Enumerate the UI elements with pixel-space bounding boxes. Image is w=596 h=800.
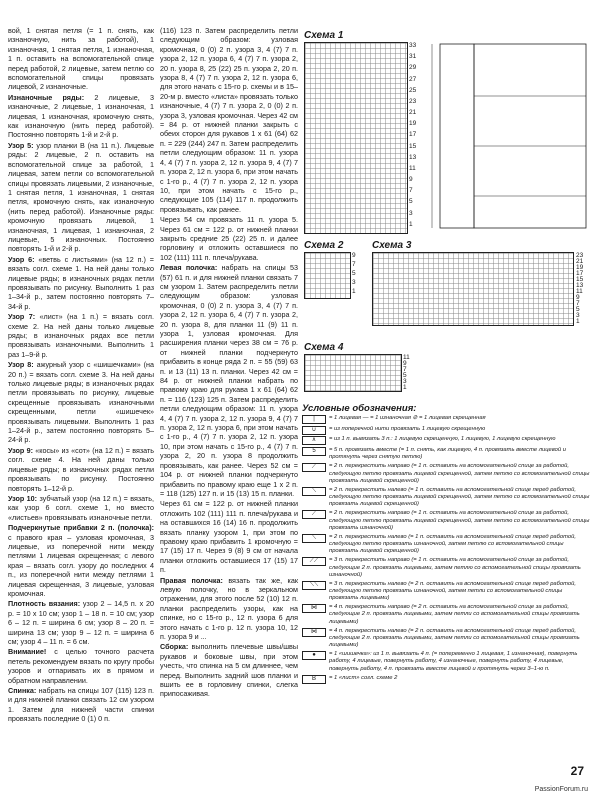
paragraph-lead: Узор 9: (8, 445, 36, 455)
text-column-1 (8, 26, 154, 725)
paragraph-text: Через 54 см провязать 11 п. узора 5. Через 61 см = 122 р. от нижней планки закрыть средние 25 (22) 25 п. и далее горловину и отложить оставшиеся по 102 (111) 111 п. плеча/рукава. (160, 215, 298, 262)
row-number: 5 (576, 306, 580, 313)
row-number: 15 (409, 142, 417, 150)
paragraph-text: «лист» (на 1 п.) = вязать согл. схеме 2. На ней даны только лицевые ряды; в изнаночных рядах все петли провязывать изнаночными. Выполнить 1 раз 1–9-й р. (8, 312, 154, 359)
paragraph-lead: Левая полочка: (160, 263, 222, 273)
legend-row (302, 487, 590, 509)
page-number: 27 (570, 764, 584, 778)
paragraph-lead: Сборка: (160, 642, 192, 652)
legend-row (302, 604, 590, 626)
paragraph-lead: Узор 7: (8, 312, 40, 322)
schema3-title: Схема 3 (372, 240, 412, 251)
paragraph (160, 576, 298, 642)
row-number: 9 (352, 252, 356, 259)
paragraph-lead: Подчеркнутые прибавки 2 п. (полочка): (8, 523, 154, 533)
row-number: 3 (403, 378, 407, 385)
schema4-grid (304, 354, 402, 392)
row-number: 19 (409, 120, 417, 128)
row-number: 13 (576, 282, 584, 289)
legend-row (302, 628, 590, 650)
row-number: 27 (409, 75, 417, 83)
schema4-title: Схема 4 (304, 342, 344, 353)
row-number: 11 (576, 288, 583, 295)
legend-text: = 5 п. провязать вместе (= 1 п. снять, как лицевую, 4 п. провязать вместе лицевой и протянуть через снятую петлю) (329, 447, 566, 461)
schema2-grid (304, 252, 351, 299)
row-number: 3 (576, 312, 580, 319)
paragraph (160, 642, 298, 698)
paragraph (8, 599, 154, 646)
paragraph-text: с целью точного расчета петель рекомендуем вязать по кругу пробы узоров и отпаривать их в прямом и обратном направлении. (8, 647, 154, 685)
row-number: 1 (576, 318, 580, 325)
legend-row (302, 675, 590, 684)
paragraph (8, 686, 154, 724)
legend-symbol-icon: | (302, 415, 326, 424)
row-number: 5 (352, 270, 356, 277)
paragraph-text: ажурный узор с «шишечками» (на 20 п.) = вязать согл. схеме 3. На ней даны только лицевые ряды; в изнаночных рядах петли провязывать по рисунку, лицевые скрещенные провязывать изнаночными скрещенными, петли «шишечек» провязывать лицевыми. Выполнить 1 раз 1–24-й р., затем постоянно повторять 5–24-й р. (8, 360, 155, 445)
legend-row (302, 581, 590, 603)
paragraph (8, 647, 154, 685)
schema1-grid (304, 42, 408, 234)
watermark: PassionForum.ru (534, 786, 588, 793)
paragraph (8, 360, 154, 445)
row-number: 9 (576, 294, 580, 301)
paragraph-text: выполнить плечевые швы/швы рукавов и боковые швы, при этом учесть, что спинка на 5 см длиннее, чем перед. Выполнить задний шов планки и вшить ее в горловину спинки, слегка припосаживая. (160, 642, 298, 699)
legend-title: Условные обозначения: (302, 403, 417, 414)
legend-text: = 4 п. перекрестить направо (= 2 п. оставить на вспомогательной спице за работой, следующие 2 п. провязать лицевыми, затем петли со вспомогательной спицы провязать лицевыми) (329, 604, 580, 625)
row-number: 3 (409, 209, 413, 217)
paragraph-text: «ветвь с листьями» (на 12 п.) = вязать согл. схеме 1. На ней даны только лицевые ряды; в изнаночных рядах петли провязывать по рисунку. Выполнить 1 раз 1–34-й р., затем постоянно повторять 7–34-й р. (8, 254, 154, 311)
legend-text: = 2 п. перекрестить направо (= 1 п. оставить на вспомогательной спице за работой, следующую петлю провязать лицевой скрещенной, затем петлю со вспомогательной спицы провязать изнаночной) (329, 510, 590, 531)
row-number: 3 (352, 279, 356, 286)
legend-row (302, 463, 590, 485)
legend-symbol-icon: ⟍ (302, 534, 326, 543)
paragraph (8, 141, 154, 254)
row-number: 31 (409, 53, 417, 61)
row-number: 19 (576, 264, 584, 271)
row-number: 5 (409, 198, 413, 206)
legend-row (302, 534, 590, 556)
paragraph-text: (116) 123 п. Затем распределить петли следующим образом: узловая кромочная, 0 (0) 2 п. узора 3, 4 (7) 7 п. узора 2, 12 п. узора 6, 4 (7) 7 п. узора 2, 20 п. узора 8, 25 (22) 25 п. узора 2, 20 п. узора 8, 4 (7) 7 п. узора 2, 12 п. узора 6, для этого начать с 15-го р. схемы и в 15–20-м р. вместо «листа» провязать только изнаночные, 4 (7) 7 п. узора 2, 0 (0) 2 п. узора 3, узловая кромочная. Через 42 см = 84 р. от нижней планки закрыть с обеих сторон для рукавов 1 х 61 (64) 62 п. = 229 (244) 247 п. Затем распределить петли следующим образом: 11 п. узора 4, 4 (7) 7 п. узора 2, 12 п. узора 9, 4 (7) 7 п. узора 2, 12 п. узора 6, при этом начать с 1-го р., 4 (7) 7 п. узора 2, 12 п. узора 10, при этом начать с 15-го р., следующие 105 (114) 117 п. продолжить провязывать, как ранее. (160, 26, 298, 214)
paragraph-text: «косы» из «сот» (на 12 п.) = вязать согл. схеме 4. На ней даны только лицевые ряды; в изнаночных рядах петли провязывать по рисунку. Постоянно повторять 1–12-й р. (8, 445, 155, 493)
paragraph-text: 2 лицевые, 3 изнаночные, 2 лицевые, 1 изнаночная, 1 лицевая, 1 изнаночная, кромочную снять, как изнаночную (нить перед работой). Постоянно повторять 1-й и 2-й р. (8, 92, 154, 140)
paragraph (8, 255, 154, 311)
paragraph (160, 263, 298, 498)
garment-schematic (430, 26, 590, 236)
legend-symbol-icon: ∪ (302, 426, 326, 435)
row-number: 13 (409, 153, 417, 161)
paragraph (8, 494, 154, 522)
paragraph-lead: Узор 8: (8, 360, 37, 370)
row-number: 7 (403, 366, 407, 373)
row-number: 9 (403, 360, 407, 367)
row-number: 7 (352, 261, 356, 268)
legend-text: = из поперечной нити провязать 1 лицевую скрещенную (329, 425, 486, 432)
legend-symbol-icon: ∧ (302, 436, 326, 445)
row-number: 9 (409, 176, 413, 184)
paragraph (160, 499, 298, 574)
legend-symbol-icon: В (302, 675, 326, 684)
schema1-title: Схема 1 (304, 30, 344, 41)
legend-symbol-icon: ⋈ (302, 604, 326, 613)
paragraph-text: узор планки В (на 11 п.). Лицевые ряды: 2 лицевые, 2 п. оставить на вспомогательной спице за работой, 1 лицевая, затем петли со вспомогательной спицы провязать лицевыми, 2 изнаночные, 1 снятая петля, 1 изнаночная, 1 снятая петля, кромочную снять, как изнаночную (нить перед работой). Изнаночные ряды: кромочную провязать лицевой, 1 изнаночная, 1 лицевая, 1 изнаночная, 2 лицевые, 5 изнаночных. Постоянно повторять 1-й и 2-й р. (8, 140, 154, 254)
paragraph (8, 26, 154, 92)
legend-symbol-icon: ● (302, 651, 326, 660)
schema3-grid (372, 252, 574, 326)
row-number: 23 (409, 97, 417, 105)
legend-row (302, 651, 590, 673)
schema2-title: Схема 2 (304, 240, 344, 251)
legend-text: = 2 п. перекрестить направо (= 1 п. оставить на вспомогательной спице за работой, следующую петлю провязать лицевой скрещенной, затем петлю со вспомогательной спицы провязать лицевой скрещенной) (329, 463, 590, 484)
paragraph-text: узор 2 – 14,5 п. х 20 р. = 10 х 10 см; узор 1 – 18 п. = 10 см; узор 6 – 12 п. = ширина 6 см; узор 8 – 20 п. = ширина 13 см; узор 9 – 12 п. = ширина 6 см; узор 4 – 11 п. = 6 см. (8, 599, 155, 646)
row-number: 1 (403, 384, 407, 391)
row-number: 33 (409, 42, 417, 49)
row-number: 1 (409, 220, 413, 228)
paragraph-lead: Плотность вязания: (8, 599, 83, 609)
paragraph-lead: Спинка: (8, 686, 39, 696)
legend-row (302, 557, 590, 579)
paragraph-text: набрать на спицы 53 (57) 61 п. и для нижней планки связать 7 см узором 1. Затем распределить петли следующим образом: узловая кромочная, 0 (0) 2 п. узора 3, 4 (7) 7 п. узора 2, 12 п. узора 6, 4 (7) 7 п. узора 2, 20 п. узора 8, для планки 11 (9) 11 п. узора 1, узловая кромочная. Для расширения планки через 38 см = 76 р. от нижней планки подчеркнуто прибавить в конце ряда 2 п. = 55 (59) 63 п. и 13 (11) 13 п. планки. Через 42 см = 84 р. от нижней планки набрать по правому краю для рукава 1 х 61 (64) 62 п. = 116 (123) 125 п. Затем распределить петли следующим образом: 11 п. узора 4, 4 (7) 7 п. узора 2, 12 п. узора 9, 4 (7) 7 п. узора 2, 12 п. узора 6, при этом начать с 1-го р., 4 (7) 7 п. узора 2, 12 п. узора 10, при этом начать с 15-го р., 4 (7) 7 п. узора 2, 20 п. узора 8 продолжить провязывать, как ранее. Через 52 см = 104 р. от нижней планки подчеркнуто прибавить по правому краю еще 1 х 2 п. = 118 (125) 127 п. и 15 (13) 15 п. планки. (160, 263, 298, 498)
legend-symbol-icon: ⟋⟋ (302, 557, 326, 566)
paragraph (8, 523, 154, 598)
row-number: 11 (403, 354, 410, 361)
row-number: 25 (409, 86, 417, 94)
paragraph-lead: Узор 10: (8, 493, 40, 503)
legend-symbol-icon: ⟍ (302, 487, 326, 496)
legend-symbol-icon: ⟋ (302, 510, 326, 519)
legend (302, 405, 590, 685)
legend-text: = 2 п. перекрестить налево (= 1 п. оставить на вспомогательной спице перед работой, следующую петлю провязать лицевой скрещенной, затем петлю со вспомогательной спицы провязать лицевой скрещенной) (329, 486, 590, 508)
legend-items (302, 415, 590, 683)
legend-row (302, 436, 590, 445)
legend-row (302, 415, 590, 424)
row-number: 5 (403, 372, 407, 379)
legend-text: = 4 п. перекрестить налево (= 2 п. оставить на вспомогательной спице перед работой, следующие 2 п. провязать лицевыми, затем петли со вспомогательной спицы провязать лицевыми) (329, 627, 580, 649)
row-number: 7 (576, 300, 580, 307)
paragraph-text: вой, 1 снятая петля (= 1 п. снять, как изнаночную, нить за работой), 1 изнаночная, 1 снятая петля, 1 изнаночная, 1 п. оставить на вспомогательной спице перед работой, 2 лицевые, затем петлю со вспомогательной спицы провязать лицевой, 2 изнаночные. (8, 26, 154, 92)
paragraph-lead: Внимание! (8, 647, 55, 657)
legend-symbol-icon: ⋈ (302, 628, 326, 637)
row-number: 29 (409, 64, 417, 72)
paragraph (160, 215, 298, 262)
row-number: 1 (352, 288, 356, 295)
legend-text: = 1 «шишечка»: из 1 п. вывязать 4 п. (= попеременно 1 лицевая, 1 изнаночная), повернуть работу, 4 лицевые, повернуть работу, 4 изнаночные, повернуть работу, 4 лицевые, повернуть работу, 4 п. провязать вместе лицевой и протянуть через 3–1-ю п. (329, 651, 578, 672)
paragraph-lead: Правая полочка: (160, 575, 229, 585)
row-number: 17 (576, 270, 584, 277)
paragraph-text: с правого края – узловая кромочная, 3 лицевые, из поперечной нити между петлями 1 лицевая скрещенная; с левого края – вязать согл. узору до последних 4 п., из поперечной нити между петлями 1 лицевая скрещенная, 3 лицевые, узловая кромочная. (8, 532, 154, 598)
text-column-2 (160, 26, 298, 700)
legend-text: = 3 п. перекрестить налево (= 2 п. оставить на вспомогательной спице перед работой, следующую петлю провязать изнаночной, затем петли со вспомогательной спицы провязать лицевыми) (329, 580, 576, 602)
row-number: 21 (409, 109, 417, 117)
legend-symbol-icon: ⟍⟍ (302, 581, 326, 590)
paragraph-text: Через 61 см = 122 р. от нижней планки отложить 102 (111) 111 п. плеча/рукава и на оставшихся 16 (14) 16 п. продолжить вязать планку узором 1, при этом по правому краю прибавить 1 кромочную = 17 (15) 17 п. Через 9 (8) 9 см от начала планки отложить оставшиеся 17 (15) 17 п. (160, 499, 298, 575)
paragraph (8, 312, 154, 359)
paragraph-text: набрать на спицы 107 (115) 123 п. и для нижней планки связать 12 см узором 1. Затем для нижней части спинки провязать последние 0 (1) 0 п. (8, 686, 155, 724)
row-number: 21 (576, 258, 584, 265)
row-number: 17 (409, 131, 417, 139)
legend-text: = 1 лицевая — = 1 изнаночная ⊘ = 1 лицевая скрещенная (329, 415, 486, 422)
legend-row (302, 426, 590, 435)
paragraph-text: вязать так же, как левую полочку, но в зеркальном отражении, для этого после 52 (10) 12 п. планки распределить узоры, как на спинке, но с 15-го р., 12 п. узора 6 для этого начать с 1-го р. 12 п. узора 10, 12 п. узора 9 и ... (160, 575, 298, 641)
legend-symbol-icon: 5 (302, 447, 326, 456)
paragraph-text: зубчатый узор (на 12 п.) = вязать, как узор 6 согл. схеме 1, но вместо «листьев» провязывать изнаночные петли. (8, 493, 155, 522)
row-number: 15 (576, 276, 584, 283)
row-number: 7 (409, 187, 413, 195)
paragraph-lead: Узор 5: (8, 140, 37, 150)
paragraph-lead: Изнаночные ряды: (8, 92, 95, 102)
paragraph-lead: Узор 6: (8, 254, 39, 264)
legend-text: = 2 п. перекрестить налево (= 1 п. оставить на вспомогательной спице перед работой, следующую петлю провязать изнаночной, затем петлю со вспомогательной спицы провязать лицевой скрещенной) (329, 533, 576, 555)
paragraph (8, 446, 154, 493)
paragraph (160, 26, 298, 214)
row-number: 11 (409, 164, 416, 172)
legend-text: = из 1 п. вывязать 3 п.: 1 лицевую скрещенную, 1 лицевую, 1 лицевую скрещенную (329, 436, 556, 443)
legend-text: = 3 п. перекрестить направо (= 1 п. оставить на вспомогательной спице за работой, следующие 2 п. провязать лицевыми, затем петлю со вспомогательной спицы провязать изнаночной) (329, 557, 581, 578)
legend-row (302, 447, 590, 462)
legend-symbol-icon: ⟋ (302, 463, 326, 472)
paragraph (8, 93, 154, 140)
legend-text: = 1 «лист» согл. схеме 2 (329, 674, 398, 681)
row-number: 23 (576, 252, 584, 259)
legend-row (302, 510, 590, 532)
